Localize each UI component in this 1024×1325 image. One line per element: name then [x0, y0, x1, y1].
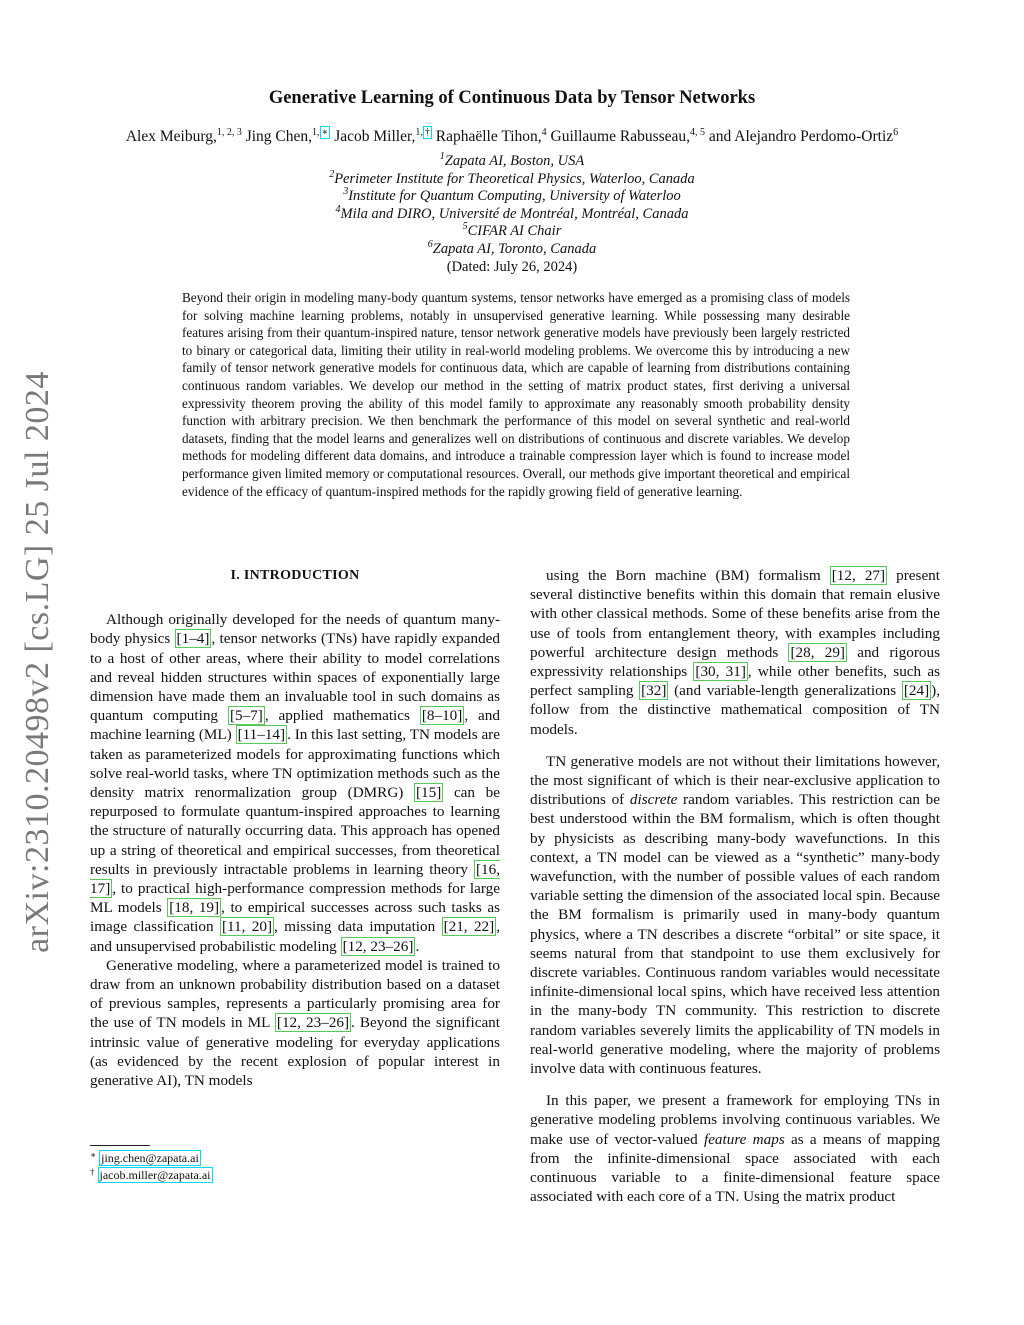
citation-link[interactable]: [15] — [415, 784, 442, 802]
body-paragraph — [530, 1091, 940, 1206]
author: Guillaume Rabusseau,$^{4, 5}$ — [550, 127, 706, 145]
author: Jing Chen,$^{1, ∗}$ — [245, 127, 329, 145]
text-run: . Beyond the significant intrinsic value of generative modeling for everyday applications (as evidenced by the recent explosion of popular interest in generative AI), TN models — [90, 1014, 500, 1090]
affiliation: $^2$Perimeter Institute for Theoretical Physics, Waterloo, Canada — [329, 168, 695, 187]
left-column — [90, 566, 500, 1090]
body-paragraph — [530, 566, 940, 739]
citation-link[interactable]: [30, 31] — [695, 663, 746, 681]
arxiv-identifier — [8, 372, 68, 952]
author: Alex Meiburg,$^{1, 2, 3}$ — [125, 127, 242, 145]
body-paragraph — [90, 956, 500, 1090]
affiliation: $^6$Zapata AI, Toronto, Canada — [427, 238, 597, 257]
citation-link[interactable]: [12, 23–26] — [342, 937, 414, 955]
citation-link[interactable]: [32] — [641, 682, 667, 700]
text-run: as a means of mapping from the infinite-dimensional space associated with each continuous variable to a finite-dimensional feature space associated with each core of a TN. Using the matrix product — [530, 1130, 940, 1206]
text-run: . In this last setting, TN models are taken as parameterized models for approximating functions which solve real-world tasks, where TN optimization methods such as the density matrix renormalization group (DMRG) — [90, 726, 500, 802]
affiliation: $^1$Zapata AI, Boston, USA — [439, 151, 585, 169]
text-run: Generative modeling, where a parameterized model is trained to draw from an unknown probability distribution based on a dataset of previous samples, represents a particularly promising area for the use of TN models in ML — [90, 956, 500, 1032]
citation-link[interactable]: [8–10] — [421, 707, 463, 725]
text-run: , applied mathematics — [264, 707, 420, 725]
footnotes — [90, 1150, 213, 1184]
text-run: Although originally developed for the needs of quantum many-body physics — [90, 611, 500, 648]
text-run: using the Born machine (BM) formalism — [546, 567, 830, 584]
citation-link[interactable]: [11, 20] — [221, 918, 273, 936]
body-paragraph — [530, 752, 940, 1078]
citation-link[interactable]: [16, 17] — [90, 860, 500, 898]
citation-link[interactable]: [18, 19] — [169, 899, 220, 917]
email-link[interactable]: jacob.miller@zapata.ai — [99, 1168, 211, 1182]
text-run: , tensor networks (TNs) have rapidly expanded to a host of other areas, where their ability to model correlations and reveal hidden structures within spaces of exponentially large dimension have made them an invaluable tool in such domains as quantum computing — [90, 630, 500, 725]
dated-line: (Dated: July 26, 2024) — [446, 258, 578, 275]
right-column-body — [530, 566, 940, 1207]
author: and Alejandro Perdomo-Ortiz$^6$ — [708, 127, 899, 145]
text-run: , while other benefits, such as perfect sampling — [530, 663, 940, 700]
citation-link[interactable]: [21, 22] — [443, 918, 495, 936]
emphasis: feature maps — [703, 1130, 785, 1148]
citation-link[interactable]: [1–4] — [176, 630, 210, 648]
citation-link[interactable]: [24] — [903, 682, 930, 700]
text-run: and rigorous expressivity relationships — [530, 643, 940, 681]
text-run: , and unsupervised probabilistic modeling — [90, 918, 500, 955]
citation-link[interactable]: [12, 23–26] — [276, 1014, 350, 1032]
email-link[interactable]: jing.chen@zapata.ai — [101, 1151, 199, 1165]
text-run: present several distinctive benefits within this domain that remain elusive with other classical methods. Some of these benefits arise from the use of tools from entanglement theory, with examples including powerful architecture design methods — [530, 567, 940, 661]
text-run: In this paper, we present a framework for employing TNs in generative modeling problems involving continuous variables. We make use of vector-valued — [530, 1092, 940, 1148]
author-list — [0, 128, 1024, 146]
citation-link[interactable]: [5–7] — [229, 707, 263, 725]
text-run: , and machine learning (ML) — [90, 707, 500, 744]
text-run: TN generative models are not without their limitations however, the most significant of which is their near-exclusive application to distributions of — [530, 752, 940, 809]
footnote-link[interactable]: ∗ — [321, 127, 329, 138]
text-run: , to empirical successes across such tasks as image classification — [90, 899, 500, 936]
affiliation: $^4$Mila and DIRO, Université de Montréal, Montréal, Canada — [335, 203, 689, 222]
footnote: ∗ jing.chen@zapata.ai — [90, 1150, 199, 1165]
text-run: can be repurposed to formulate quantum-inspired approaches to learning the structure of naturally occurring data. This approach has opened up a string of theoretical and empirical successes, from theoretical results in previously intractable problems in learning theory — [90, 784, 500, 878]
body-paragraph — [90, 610, 500, 956]
abstract: Beyond their origin in modeling many-body quantum systems, tensor networks have emerged as a promising class of models for solving machine learning problems, notably in unsupervised generative learning. While possessing many desirable features arising from their quantum-inspired nature, tensor network generative models have previously been largely restricted to binary or categorical data, limiting their utility in real-world modeling problems. We overcome this by introducing a new family of tensor network generative models for continuous data, which are capable of learning from distributions containing continuous random variables. We develop our method in the setting of matrix product states, first deriving a universal expressivity theorem proving the ability of this model family to approximate any reasonably smooth probability density function with arbitrary precision. We then benchmark the performance of this model on several synthetic and real-world datasets, finding that the model learns and generalizes well on distributions of continuous and discrete variables. We develop methods for modeling different data domains, and introduce a trainable compression layer which is found to increase model performance given limited memory or computational resources. Overall, our methods give important theoretical and empirical evidence of the efficacy of quantum-inspired methods for the rapidly growing field of generative learning. — [182, 290, 850, 499]
section-heading: I. INTRODUCTION — [230, 568, 360, 583]
footnote: † jacob.miller@zapata.ai — [90, 1167, 211, 1182]
author: Jacob Miller,$^{1, \dagger}$ — [334, 127, 430, 145]
text-run: ), follow from the distinctive mathematical composition of TN models. — [530, 682, 940, 738]
paper-title: Generative Learning of Continuous Data by Tensor Networks — [268, 88, 756, 108]
text-run: (and variable-length generalizations — [668, 682, 902, 700]
text-run: random variables. This restriction can be best understood within the BM formalism, which is often thought by physicists as describing many-body wavefunctions. In this context, a TN model can be viewed as a “synthetic” many-body wavefunction, with the number of possible values of each random variable setting the dimension of the associated local spin. Because the BM formalism is primarily used in many-body quantum physics, where a TN describes a discrete “orbital” or site space, it seems natural from that standpoint to use them exclusively for discrete variables. Continuous random variables would necessitate infinite-dimensional local spins, which have received less attention in the many-body TN community. This restriction to discrete random variables severely limits the applicability of TN models in real-world generative modeling, where the majority of problems involve data with continuous features. — [530, 791, 940, 1078]
emphasis: discrete — [629, 791, 678, 809]
affiliation: $^5$CIFAR AI Chair — [462, 221, 562, 240]
citation-link[interactable]: [11–14] — [237, 726, 286, 744]
right-column — [530, 566, 940, 1207]
footnote-divider — [90, 1145, 150, 1146]
affiliation: $^3$Institute for Quantum Computing, University of Waterloo — [343, 186, 681, 205]
text-run: , missing data imputation — [274, 918, 442, 936]
affiliation-list — [0, 153, 1024, 276]
author: Raphaëlle Tihon,$^4$ — [435, 127, 547, 145]
footnote-link[interactable]: † — [424, 127, 430, 138]
text-run: , to practical high-performance compression methods for large ML models — [90, 880, 500, 917]
left-column-body — [90, 610, 500, 1090]
text-run: . — [415, 937, 420, 955]
citation-link[interactable]: [12, 27] — [831, 567, 886, 584]
arxiv-identifier-text: arXiv:2310.20498v2 [cs.LG] 25 Jul 2024 — [19, 371, 57, 953]
citation-link[interactable]: [28, 29] — [790, 643, 845, 661]
